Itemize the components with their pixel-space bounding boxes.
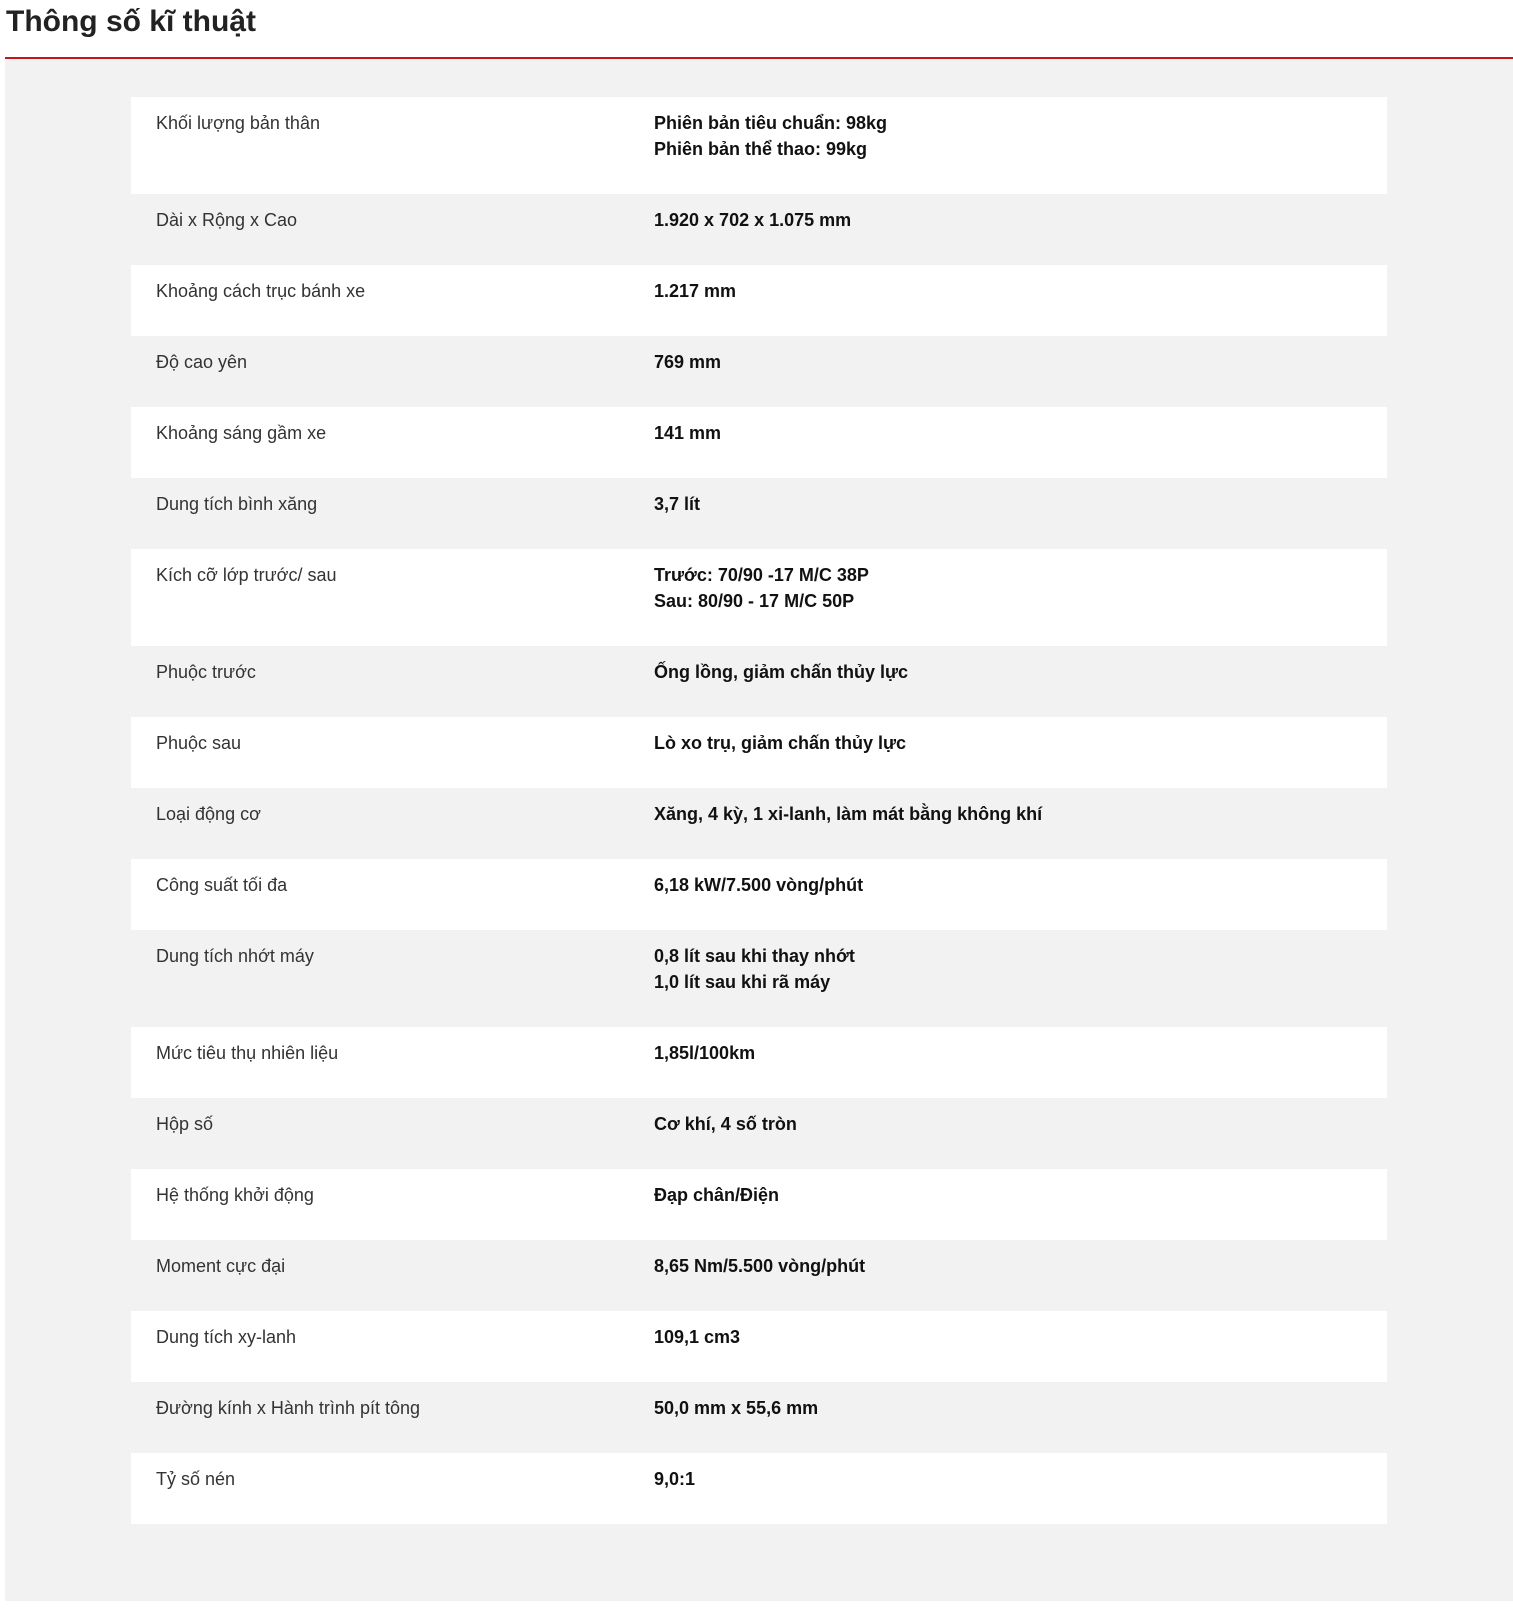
spec-label: Mức tiêu thụ nhiên liệu: [156, 1043, 339, 1063]
spec-row-displacement: [131, 1311, 1387, 1382]
spec-table: [131, 97, 1387, 1524]
spec-value-line: 9,0:1: [654, 1469, 696, 1489]
spec-value-line: Cơ khí, 4 số tròn: [654, 1114, 797, 1134]
spec-value-line: 0,8 lít sau khi thay nhớt: [654, 946, 855, 966]
spec-value: [654, 491, 1387, 549]
spec-row-tire-size: [131, 549, 1387, 646]
spec-value-line: 769 mm: [654, 352, 722, 372]
spec-value-line: 6,18 kW/7.500 vòng/phút: [654, 875, 864, 895]
spec-value: [654, 1253, 1387, 1311]
spec-panel: [5, 59, 1513, 1601]
spec-row-compression-ratio: [131, 1453, 1387, 1524]
spec-value: [654, 1324, 1387, 1382]
spec-value-line: Phiên bản thể thao: 99kg: [654, 139, 868, 159]
spec-value: [654, 872, 1387, 930]
spec-label: Khối lượng bản thân: [156, 113, 320, 133]
spec-value-line: 3,7 lít: [654, 494, 701, 514]
spec-label: Dung tích nhớt máy: [156, 946, 314, 966]
spec-value-line: Lò xo trụ, giảm chấn thủy lực: [654, 733, 907, 753]
spec-row-dimensions: [131, 194, 1387, 265]
spec-value: [654, 730, 1387, 788]
spec-row-max-torque: [131, 1240, 1387, 1311]
spec-value-line: 1,0 lít sau khi rã máy: [654, 972, 831, 992]
spec-value: [654, 1466, 1387, 1524]
page-title: Thông số kĩ thuật: [6, 5, 256, 38]
spec-value: [654, 1040, 1387, 1098]
spec-row-fuel-consumption: [131, 1027, 1387, 1098]
spec-value-line: Sau: 80/90 - 17 M/C 50P: [654, 591, 855, 611]
spec-label: Phuộc sau: [156, 733, 242, 753]
spec-label: Dung tích xy-lanh: [156, 1327, 297, 1347]
spec-value: [654, 801, 1387, 859]
spec-label: Moment cực đại: [156, 1256, 286, 1276]
spec-row-curb-weight: [131, 97, 1387, 194]
spec-value-line: Phiên bản tiêu chuẩn: 98kg: [654, 113, 888, 133]
spec-value: [654, 943, 1387, 1027]
spec-value-line: 8,65 Nm/5.500 vòng/phút: [654, 1256, 866, 1276]
spec-value: [654, 1182, 1387, 1240]
spec-value-line: Đạp chân/Điện: [654, 1185, 780, 1205]
spec-row-seat-height: [131, 336, 1387, 407]
spec-value-line: 1.217 mm: [654, 281, 737, 301]
spec-value: [654, 278, 1387, 336]
spec-value-line: 1,85l/100km: [654, 1043, 756, 1063]
spec-row-bore-stroke: [131, 1382, 1387, 1453]
spec-row-transmission: [131, 1098, 1387, 1169]
spec-label: Độ cao yên: [156, 352, 248, 372]
spec-row-oil-capacity: [131, 930, 1387, 1027]
spec-label: Hộp số: [156, 1114, 214, 1134]
spec-row-fuel-tank: [131, 478, 1387, 549]
spec-row-front-suspension: [131, 646, 1387, 717]
spec-value: [654, 420, 1387, 478]
spec-value: [654, 659, 1387, 717]
spec-value-line: 109,1 cm3: [654, 1327, 741, 1347]
spec-row-ground-clearance: [131, 407, 1387, 478]
spec-label: Kích cỡ lớp trước/ sau: [156, 565, 337, 585]
spec-value: [654, 1111, 1387, 1169]
spec-label: Dài x Rộng x Cao: [156, 210, 298, 230]
spec-row-starter: [131, 1169, 1387, 1240]
spec-row-wheelbase: [131, 265, 1387, 336]
spec-label: Khoảng sáng gầm xe: [156, 423, 327, 443]
spec-label: Phuộc trước: [156, 662, 256, 682]
spec-label: Khoảng cách trục bánh xe: [156, 281, 366, 301]
spec-label: Công suất tối đa: [156, 875, 288, 895]
spec-row-engine-type: [131, 788, 1387, 859]
spec-value-line: 141 mm: [654, 423, 722, 443]
spec-row-max-power: [131, 859, 1387, 930]
spec-value: [654, 349, 1387, 407]
spec-label: Tỷ số nén: [156, 1469, 236, 1489]
spec-value-line: Xăng, 4 kỳ, 1 xi-lanh, làm mát bằng không khí: [654, 804, 1043, 824]
spec-label: Loại động cơ: [156, 804, 261, 824]
spec-value-line: 1.920 x 702 x 1.075 mm: [654, 210, 852, 230]
spec-label: Dung tích bình xăng: [156, 494, 318, 514]
spec-value: [654, 110, 1387, 194]
spec-label: Hệ thống khởi động: [156, 1185, 314, 1205]
spec-label: Đường kính x Hành trình pít tông: [156, 1398, 420, 1418]
spec-value: [654, 1395, 1387, 1453]
spec-value: [654, 562, 1387, 646]
spec-row-rear-suspension: [131, 717, 1387, 788]
spec-value-line: 50,0 mm x 55,6 mm: [654, 1398, 819, 1418]
spec-value: [654, 207, 1387, 265]
spec-value-line: Ống lồng, giảm chấn thủy lực: [654, 662, 909, 682]
spec-value-line: Trước: 70/90 -17 M/C 38P: [654, 565, 869, 585]
